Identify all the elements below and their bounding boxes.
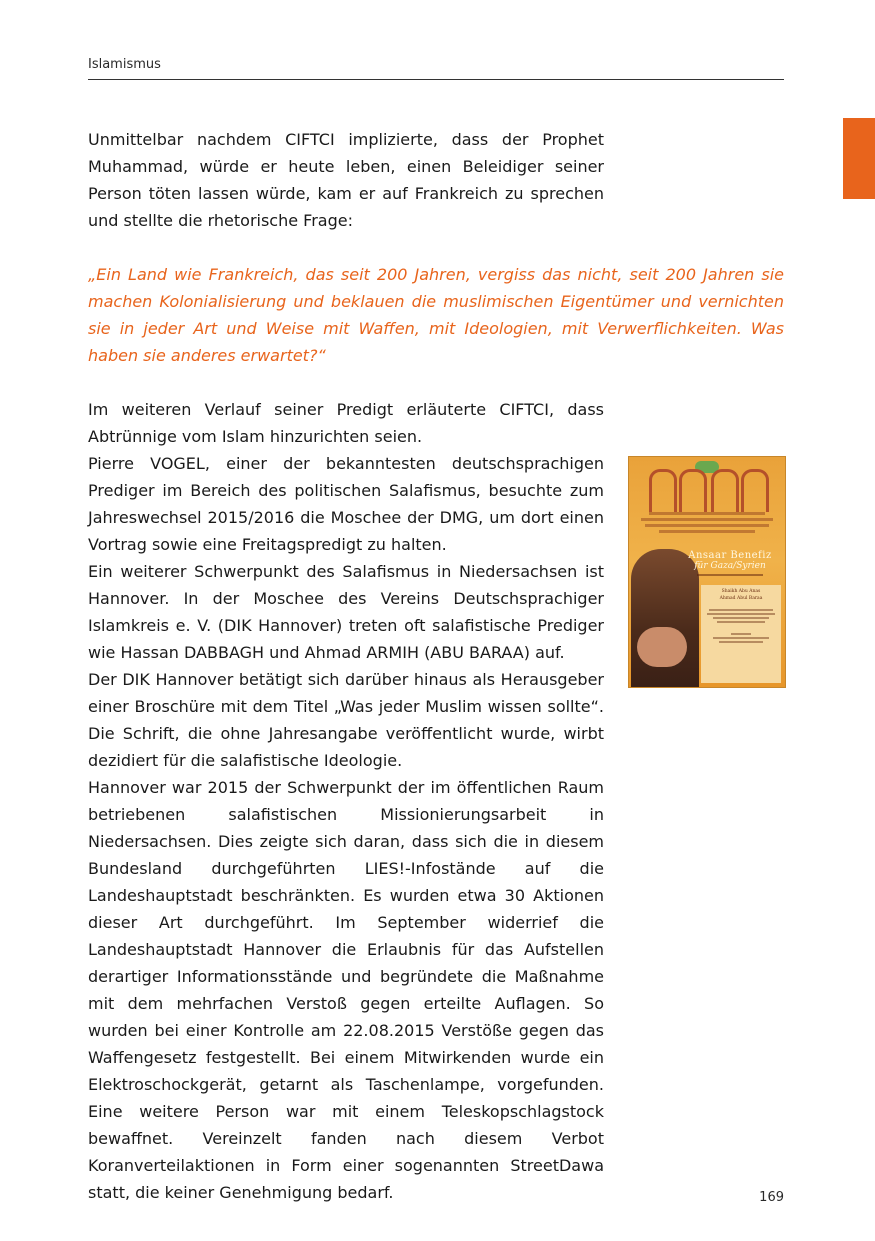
header-rule: [88, 79, 784, 80]
running-header: Islamismus: [88, 57, 161, 72]
poster-date-line: [677, 573, 783, 577]
arch-ornament: [649, 469, 677, 512]
page-number: 169: [759, 1190, 784, 1205]
body-paragraph: Ein weiterer Schwerpunkt des Salafismus in Niedersachsen ist Hannover. In der Moschee des Vereins Deutschsprachiger Islamkreis e. V. (DIK Hannover) treten oft salafistische Prediger wie Hassan DABBAGH und Ahmad ARMIH (ABU BARAA) auf.: [88, 562, 604, 662]
poster-speaker-details: [705, 607, 777, 645]
poster-speaker-name: Ahmad Abul Baraa: [719, 596, 763, 601]
poster-fine-print: [635, 509, 779, 536]
arch-ornament: [741, 469, 769, 512]
event-poster-image: [628, 456, 786, 688]
arch-ornament: [679, 469, 707, 512]
body-paragraph: Der DIK Hannover betätigt sich darüber hinaus als Herausgeber einer Broschüre mit dem Titel „Was jeder Muslim wissen sollte“. Die Schrift, die ohne Jahresangabe veröffentlicht wurde, wirbt dezidiert für die salafistische Ideologie.: [88, 670, 604, 770]
chapter-tab-marker: [843, 118, 875, 199]
poster-speaker-name: Shaikh Abu Anas: [721, 589, 761, 594]
body-text: [88, 396, 604, 1206]
poster-subtitle: für Gaza/Syrien: [694, 561, 766, 571]
arch-ornament: [711, 469, 739, 512]
poster-title: Ansaar Benefiz: [688, 550, 772, 561]
body-paragraph: Hannover war 2015 der Schwerpunkt der im öffentlichen Raum betriebenen salafistischen Missionierungsarbeit in Niedersachsen. Dies zeigte sich daran, dass sich die in diesem Bundesland durchgeführten LIES!-Infostände auf die Landeshauptstadt beschränkten. Es wurden etwa 30 Aktionen dieser Art durchgeführt. Im September widerrief die Landeshauptstadt Hannover die Erlaubnis für das Aufstellen derartiger Informationsstände und begründete die Maßnahme mit dem mehrfachen Verstoß gegen erteilte Auflagen. So wurden bei einer Kontrolle am 22.08.2015 Verstöße gegen das Waffengesetz festgestellt. Bei einem Mitwirkenden wurde ein Elektroschockgerät, getarnt als Taschenlampe, vorgefunden. Eine weitere Person war mit einem Teleskopschlagstock bewaffnet. Vereinzelt fanden nach diesem Verbot Koranverteilaktionen in Form einer sogenannten StreetDawa statt, die keiner Genehmigung bedarf.: [88, 778, 604, 1202]
body-paragraph: Pierre VOGEL, einer der bekanntesten deutschsprachigen Prediger im Bereich des politischen Salafismus, besuchte zum Jahreswechsel 2015/2016 die Moschee der DMG, um dort einen Vortrag sowie eine Freitagspredigt zu halten.: [88, 454, 604, 554]
intro-paragraph: Unmittelbar nachdem CIFTCI implizierte, dass der Prophet Muhammad, würde er heute leben, einen Beleidiger seiner Person töten lassen würde, kam er auf Frankreich zu sprechen und stellte die rhetorische Frage:: [88, 130, 604, 230]
body-paragraph: Im weiteren Verlauf seiner Predigt erläuterte CIFTCI, dass Abtrünnige vom Islam hinzurichten seien.: [88, 400, 604, 446]
quote-block: „Ein Land wie Frankreich, das seit 200 Jahren, vergiss das nicht, seit 200 Jahren sie machen Kolonialisierung und beklauen die muslimischen Eigentümer und vernichten sie in jeder Art und Weise mit Waffen, mit Ideologien, mit Verwerflichkeiten. Was haben sie anderes erwartet?“: [88, 265, 784, 365]
poster-child-figure: [637, 627, 687, 667]
